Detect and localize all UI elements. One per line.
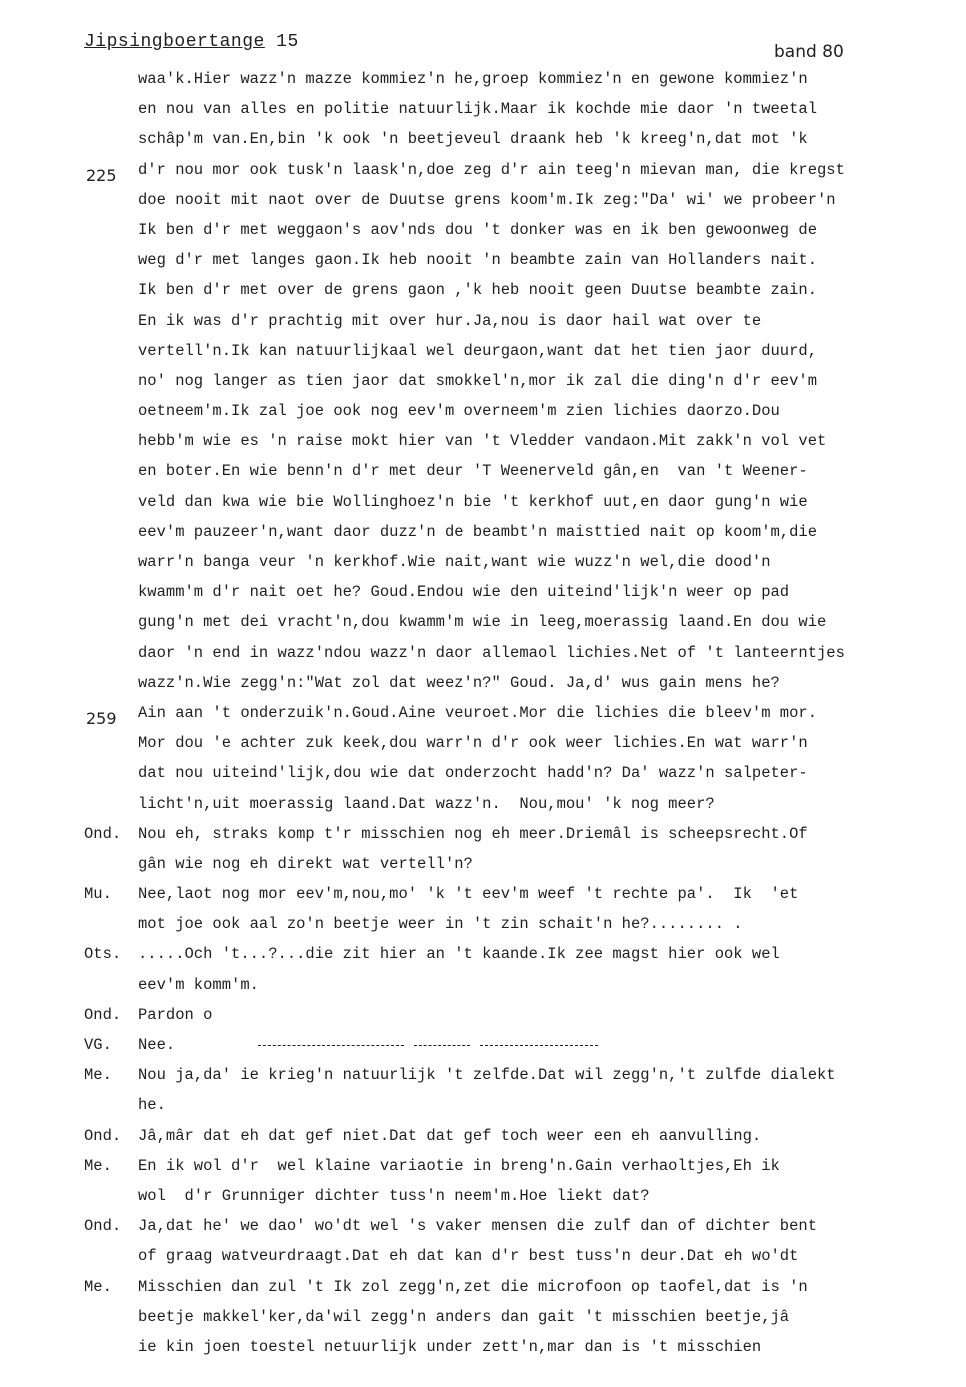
transcript-line [0, 64, 966, 94]
speaker-label: Mu. [84, 885, 112, 904]
band-label: band 80 [774, 42, 844, 62]
margin-line-number: 225 [86, 165, 117, 185]
speaker-label: VG. [84, 1036, 112, 1054]
speaker-label: Me. [84, 1277, 112, 1296]
document-title: Jipsingboertange [84, 32, 265, 52]
transcript-line [0, 426, 966, 456]
transcript-line [0, 1090, 966, 1120]
dash-rules [258, 1030, 598, 1060]
speaker-label: Ots. [84, 945, 122, 964]
transcript-line [0, 789, 966, 819]
line-text: Ik ben d'r met weggaon's aov'nds dou 't donker was en ik ben gewoonweg de [138, 220, 818, 239]
transcript-line [0, 336, 966, 366]
line-text: Ain aan 't onderzuik'n.Goud.Aine veuroet.Mor die lichies die bleev'm mor. [138, 703, 818, 722]
line-text: weg d'r met langes gaon.Ik heb nooit 'n beambte zain van Hollanders nait. [138, 251, 818, 270]
line-text: beetje makkel'ker,da'wil zegg'n anders dan gait 't misschien beetje,jâ [138, 1307, 790, 1326]
transcript-line [0, 577, 966, 607]
line-text: wol d'r Grunniger dichter tuss'n neem'm.Hoe liekt dat? [138, 1186, 650, 1205]
header-title [84, 32, 299, 52]
transcript-line [0, 215, 966, 245]
page-number: 15 [276, 32, 299, 52]
speaker-label: Ond. [84, 1217, 122, 1236]
line-text: warr'n banga veur 'n kerkhof.Wie nait,want wie wuzz'n wel,die dood'n [138, 553, 771, 571]
line-text: kwamm'm d'r nait oet he? Goud.Endou wie den uiteind'lijk'n weer op pad [138, 583, 790, 602]
speaker-label: Me. [84, 1066, 112, 1085]
line-text: vertell'n.Ik kan natuurlijkaal wel deurgaon,want dat het tien jaor duurd, [138, 341, 818, 360]
line-text: gung'n met dei vracht'n,dou kwamm'm wie in leeg,moerassig laand.En dou wie [138, 613, 827, 632]
line-text: Nee,laot nog mor eev'm,nou,mo' 'k 't eev'm weef 't rechte pa'. Ik 'et [138, 885, 799, 904]
transcript-line [0, 668, 966, 698]
transcript-line [0, 1151, 966, 1181]
transcript-line [0, 819, 966, 849]
transcript-line [0, 275, 966, 305]
line-text: d'r nou mor ook tusk'n laask'n,doe zeg d'r ain teeg'n mievan man, die kregst [138, 160, 845, 179]
line-text: schâp'm van.En,bin 'k ook 'n beetjeveul draank heb 'k kreeg'n,dat mot 'k [138, 130, 808, 149]
transcript-line [0, 1211, 966, 1241]
transcript-line [0, 124, 966, 154]
line-text: Ik ben d'r met over de grens gaon ,'k heb nooit geen Duutse beambte zain. [138, 281, 818, 300]
transcript-line [0, 1272, 966, 1302]
line-text: Mor dou 'e achter zuk keek,dou warr'n d'r ook weer lichies.En wat warr'n [138, 734, 808, 753]
transcript-line [0, 1302, 966, 1332]
line-text: Nou ja,da' ie krieg'n natuurlijk 't zelfde.Dat wil zegg'n,'t zulfde dialekt [138, 1066, 836, 1085]
transcript-line [0, 909, 966, 939]
transcript-line [0, 970, 966, 1000]
transcript-line [0, 728, 966, 758]
dash-rule [480, 1045, 598, 1046]
transcript-line [0, 155, 966, 185]
speaker-label: Ond. [84, 1126, 122, 1145]
line-text: veld dan kwa wie bie Wollinghoez'n bie 't kerkhof uut,en daor gung'n wie [138, 492, 808, 511]
margin-line-number: 259 [86, 708, 117, 728]
line-text: daor 'n end in wazz'ndou wazz'n daor allemaol lichies.Net of 't lanteerntjes [138, 643, 845, 662]
transcript-body [0, 64, 966, 1362]
line-text: .....Och 't...?...die zit hier an 't kaande.Ik zee magst hier ook wel [138, 945, 780, 964]
line-text: dat nou uiteind'lijk,dou wie dat onderzocht hadd'n? Da' wazz'n salpeter- [138, 764, 808, 783]
transcript-line [0, 849, 966, 879]
speaker-label: Ond. [84, 1005, 122, 1024]
transcript-line [0, 517, 966, 547]
line-text: Pardon o [138, 1005, 213, 1024]
line-text: en boter.En wie benn'n d'r met deur 'T Weenerveld gân,en van 't Weener- [138, 462, 808, 481]
line-text: of graag watveurdraagt.Dat eh dat kan d'r best tuss'n deur.Dat eh wo'dt [138, 1247, 799, 1266]
transcript-line [0, 1030, 966, 1060]
line-text: waa'k.Hier wazz'n mazze kommiez'n he,groep kommiez'n en gewone kommiez'n [138, 70, 808, 88]
speaker-label: Ond. [84, 824, 122, 843]
transcript-line [0, 638, 966, 668]
line-text: oetneem'm.Ik zal joe ook nog eev'm overneem'm zien lichies daorzo.Dou [138, 402, 780, 421]
transcript-line [0, 1121, 966, 1151]
transcript-line [0, 939, 966, 969]
line-text: Jâ,mâr dat eh dat gef niet.Dat dat gef toch weer een eh aanvulling. [138, 1126, 762, 1145]
transcript-line [0, 879, 966, 909]
line-text: eev'm pauzeer'n,want daor duzz'n de beambt'n maisttied nait op koom'm,die [138, 522, 818, 541]
transcript-line [0, 1241, 966, 1271]
line-text: gân wie nog eh direkt wat vertell'n? [138, 854, 473, 873]
transcript-line [0, 487, 966, 517]
transcript-line [0, 456, 966, 486]
line-text: wazz'n.Wie zegg'n:"Wat zol dat weez'n?" Goud. Ja,d' wus gain mens he? [138, 673, 780, 692]
transcript-line [0, 94, 966, 124]
transcript-line [0, 607, 966, 637]
transcript-line [0, 1060, 966, 1090]
line-text: ie kin joen toestel netuurlijk under zett'n,mar dan is 't misschien [138, 1337, 762, 1356]
line-text: he. [138, 1096, 166, 1115]
line-text: En ik wol d'r wel klaine variaotie in breng'n.Gain verhaoltjes,Eh ik [138, 1156, 780, 1175]
line-text: Ja,dat he' we dao' wo'dt wel 's vaker mensen die zulf dan of dichter bent [138, 1217, 818, 1236]
line-text: en nou van alles en politie natuurlijk.Maar ik kochde mie daor 'n tweetal [138, 100, 818, 119]
line-text: hebb'm wie es 'n raise mokt hier van 't Vledder vandaon.Mit zakk'n vol vet [138, 432, 827, 451]
transcript-line [0, 245, 966, 275]
line-text: eev'm komm'm. [138, 975, 259, 994]
line-text: Nou eh, straks komp t'r misschien nog eh meer.Driemâl is scheepsrecht.Of [138, 824, 808, 843]
line-text: Nee. [138, 1036, 176, 1054]
speaker-label: Me. [84, 1156, 112, 1175]
transcript-line [0, 1181, 966, 1211]
dash-rule [258, 1045, 404, 1046]
transcript-line [0, 366, 966, 396]
transcript-line [0, 185, 966, 215]
line-text: doe nooit mit naot over de Duutse grens koom'm.Ik zeg:"Da' wi' we probeer'n [138, 190, 836, 209]
line-text: Misschien dan zul 't Ik zol zegg'n,zet die microfoon op taofel,dat is 'n [138, 1277, 808, 1296]
transcript-line [0, 698, 966, 728]
line-text: En ik was d'r prachtig mit over hur.Ja,nou is daor hail wat over te [138, 311, 762, 330]
line-text: no' nog langer as tien jaor dat smokkel'n,mor ik zal die ding'n d'r eev'm [138, 371, 818, 390]
transcript-line [0, 306, 966, 336]
transcript-line [0, 547, 966, 577]
transcript-line [0, 396, 966, 426]
transcript-line [0, 1000, 966, 1030]
transcript-line [0, 758, 966, 788]
dash-rule [414, 1045, 470, 1046]
line-text: licht'n,uit moerassig laand.Dat wazz'n. Nou,mou' 'k nog meer? [138, 794, 715, 813]
transcript-line [0, 1332, 966, 1362]
line-text: mot joe ook aal zo'n beetje weer in 't zin schait'n he?........ . [138, 915, 743, 934]
